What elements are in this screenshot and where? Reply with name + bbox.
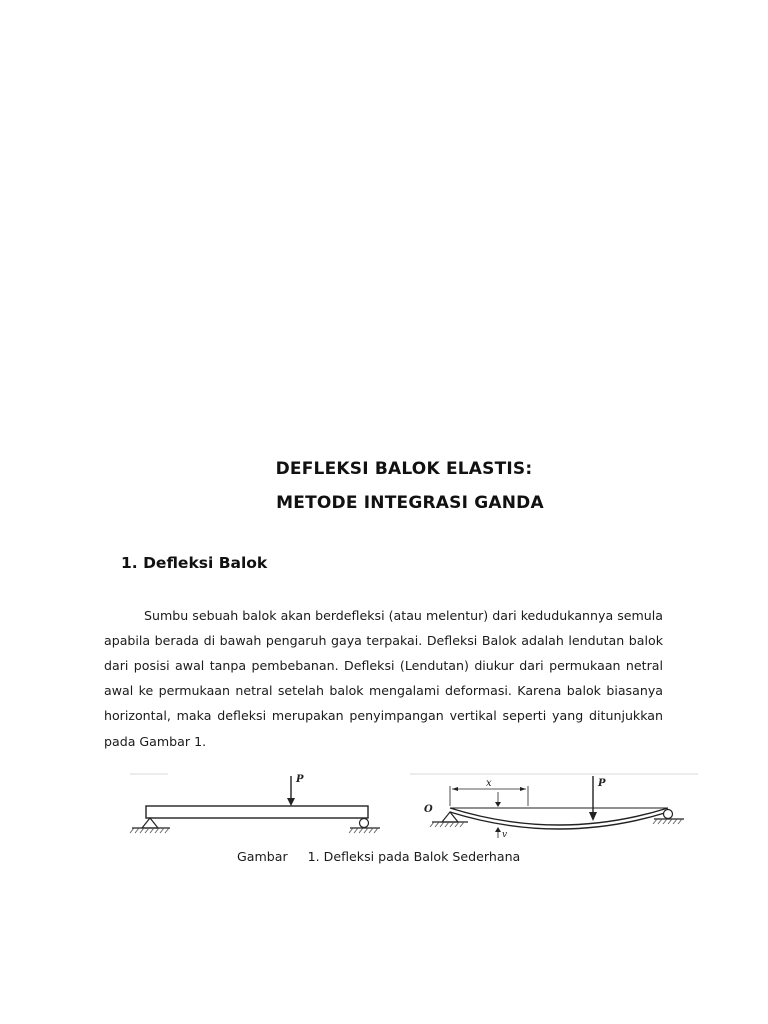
right-roller-support [664, 810, 673, 819]
right-pin-hatch [430, 822, 464, 827]
figure-caption: Gambar 1. Defleksi pada Balok Sederhana [237, 849, 521, 864]
section-heading: 1. Defleksi Balok [121, 554, 268, 572]
title-line-1: DEFLEKSI BALOK ELASTIS: [275, 459, 533, 479]
beam-deflection-figure [128, 770, 700, 842]
left-beam [146, 806, 368, 818]
left-load-arrowhead [287, 798, 295, 806]
right-load-arrowhead [589, 812, 597, 821]
undeformed-beam-diagram [130, 774, 380, 833]
x-dimension-label: x [486, 778, 492, 789]
left-pin-support [142, 818, 158, 828]
x-dimension-arrow-right [520, 787, 526, 791]
title-line-2: METODE INTEGRASI GANDA [276, 493, 544, 513]
beam-diagrams [128, 770, 700, 842]
right-roller-hatch [653, 819, 682, 824]
left-roller-hatch [349, 828, 378, 833]
body-paragraph: Sumbu sebuah balok akan berdefleksi (atau melentur) dari kedudukannya semula apabila berada di bawah pengaruh gaya terpakai. Defleksi Balok adalah lendutan balok dari posisi awal tanpa pembebanan. Defleksi (Lendutan) diukur dari permukaan netral awal ke permukaan netral setelah balok mengalami deformasi. Karena balok biasanya horizontal, maka defleksi merupakan penyimpangan vertikal seperti yang ditunjukkan pada Gambar 1. [104, 607, 663, 749]
left-roller-support [360, 819, 369, 828]
deflected-beam-bottom [450, 812, 668, 829]
document-title [0, 452, 768, 520]
left-pin-hatch [130, 828, 169, 833]
origin-label: O [424, 804, 433, 815]
v-upper-arrowhead [495, 802, 501, 807]
x-dimension-arrow-left [452, 787, 458, 791]
deflection-label: v [502, 830, 508, 840]
deflected-beam-top [450, 808, 668, 825]
deflected-beam-diagram [410, 774, 698, 840]
right-load-label: P [598, 778, 606, 789]
v-lower-arrowhead [495, 827, 501, 832]
left-load-label: P [296, 774, 304, 785]
